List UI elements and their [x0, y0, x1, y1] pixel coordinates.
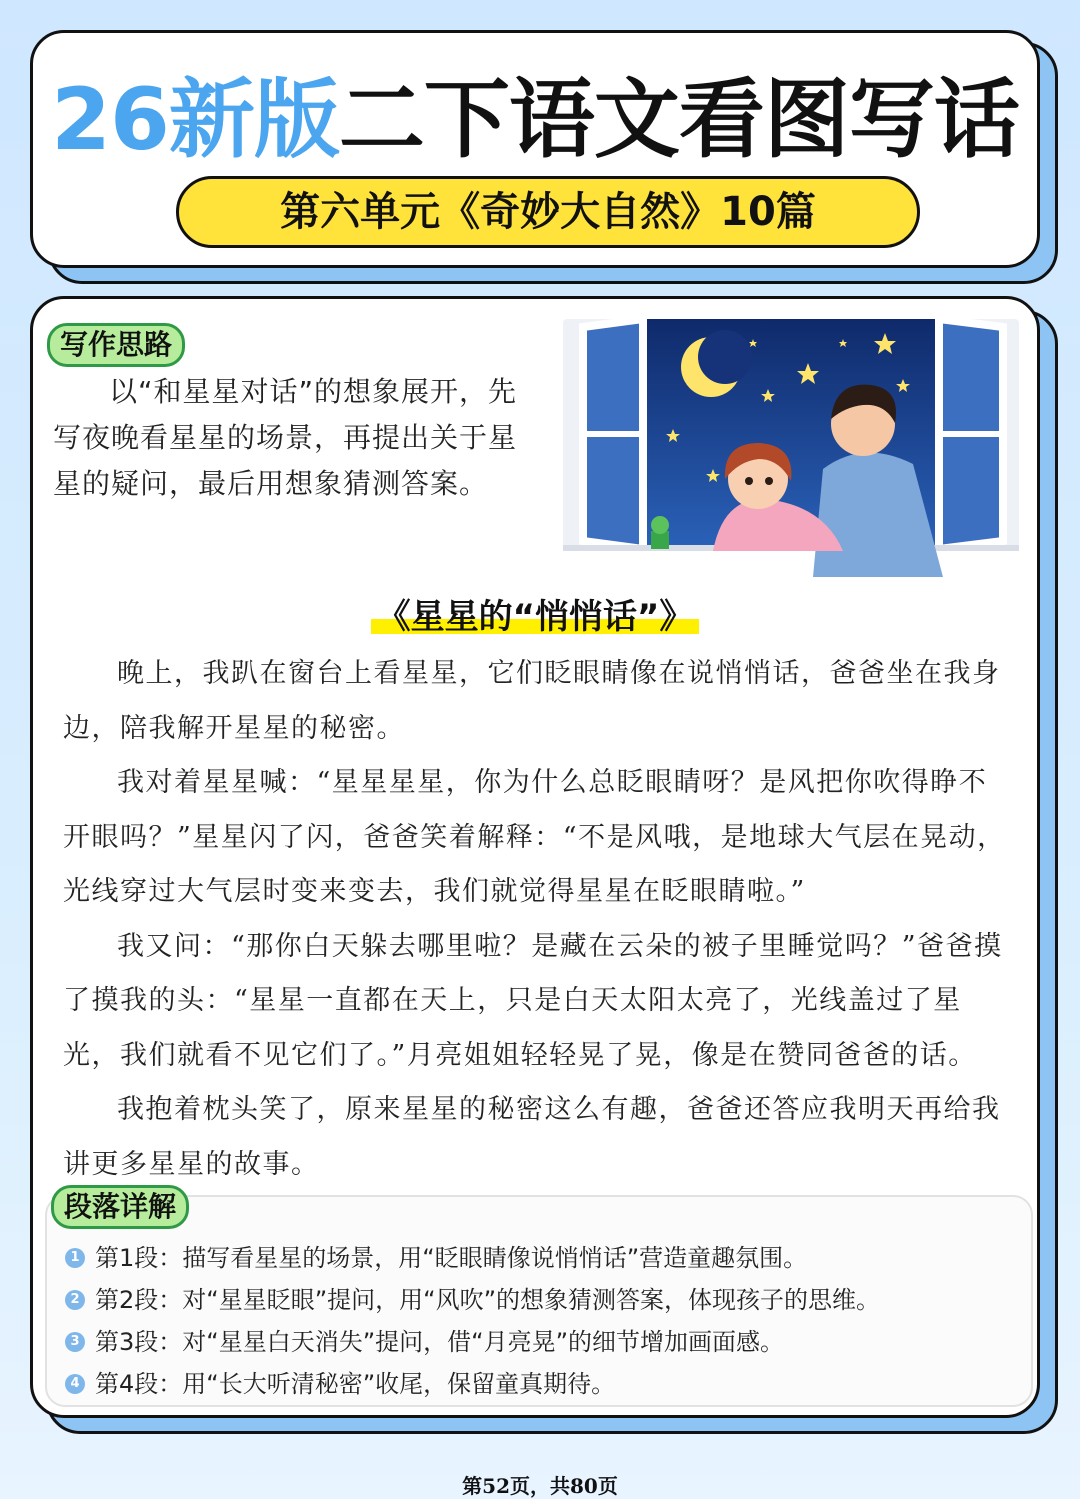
detail-item-text: 第2段：对“星星眨眼”提问，用“风吹”的想象猜测答案，体现孩子的思维。: [95, 1286, 881, 1314]
detail-item: [65, 1363, 880, 1405]
title-accent: 26新版: [51, 70, 339, 170]
page-number: 第52页，共80页: [462, 1474, 618, 1498]
essay-body: [63, 647, 1013, 1192]
detail-item-text: 第1段：描写看星星的场景，用“眨眼睛像说悄悄话”营造童趣氛围。: [95, 1244, 808, 1272]
title-main: 二下语文看图写话: [338, 70, 1019, 170]
number-badge-icon: 3: [65, 1332, 85, 1352]
essay-paragraph-4: 我抱着枕头笑了，原来星星的秘密这么有趣，爸爸还答应我明天再给我讲更多星星的故事。: [63, 1094, 1001, 1180]
paragraph-detail-tag: 段落详解: [51, 1185, 189, 1229]
essay-paragraph-3: 我又问：“那你白天躲去哪里啦？是藏在云朵的被子里睡觉吗？”爸爸摸了摸我的头：“星星一直都在天上，只是白天太阳太亮了，光线盖过了星光，我们就看不见它们了。”月亮姐姐轻轻晃了晃，像是在赞同爸爸的话。: [63, 930, 1003, 1071]
number-badge-icon: 2: [65, 1290, 85, 1310]
page-title: [33, 70, 1037, 170]
writing-idea-tag: 写作思路: [47, 323, 185, 367]
paragraph-detail-list: [65, 1237, 880, 1405]
detail-item: [65, 1237, 880, 1279]
detail-item-text: 第4段：用“长大听清秘密”收尾，保留童真期待。: [95, 1370, 616, 1398]
number-badge-icon: 4: [65, 1374, 85, 1394]
essay-paragraph-2: 我对着星星喊：“星星星星，你为什么总眨眼睛呀？是风把你吹得睁不开眼吗？”星星闪了闪，爸爸笑着解释：“不是风哦，是地球大气层在晃动，光线穿过大气层时变来变去，我们就觉得星星在眨眼睛啦。”: [63, 767, 1006, 907]
writing-idea-text: 以“和星星对话”的想象展开，先写夜晚看星星的场景，再提出关于星星的疑问，最后用想象猜测答案。: [53, 375, 518, 500]
window-sill: [563, 547, 1019, 577]
number-badge-icon: 1: [65, 1248, 85, 1268]
detail-item: [65, 1279, 880, 1321]
detail-item: [65, 1321, 880, 1363]
header-card: [30, 30, 1040, 268]
paragraph-detail-box: [45, 1195, 1033, 1407]
body-card: [30, 296, 1040, 1418]
subtitle-pill: 第六单元《奇妙大自然》10篇: [176, 176, 920, 248]
essay-title: [33, 589, 1037, 638]
essay-paragraph-1: 晚上，我趴在窗台上看星星，它们眨眼睛像在说悄悄话，爸爸坐在我身边，陪我解开星星的秘密。: [63, 658, 1001, 744]
illustration-svg: [563, 319, 1019, 577]
stargazing-illustration: [563, 319, 1019, 577]
detail-item-text: 第3段：对“星星白天消失”提问，借“月亮晃”的细节增加画面感。: [95, 1328, 785, 1356]
essay-title-text: 《星星的“悄悄话”》: [371, 597, 700, 637]
